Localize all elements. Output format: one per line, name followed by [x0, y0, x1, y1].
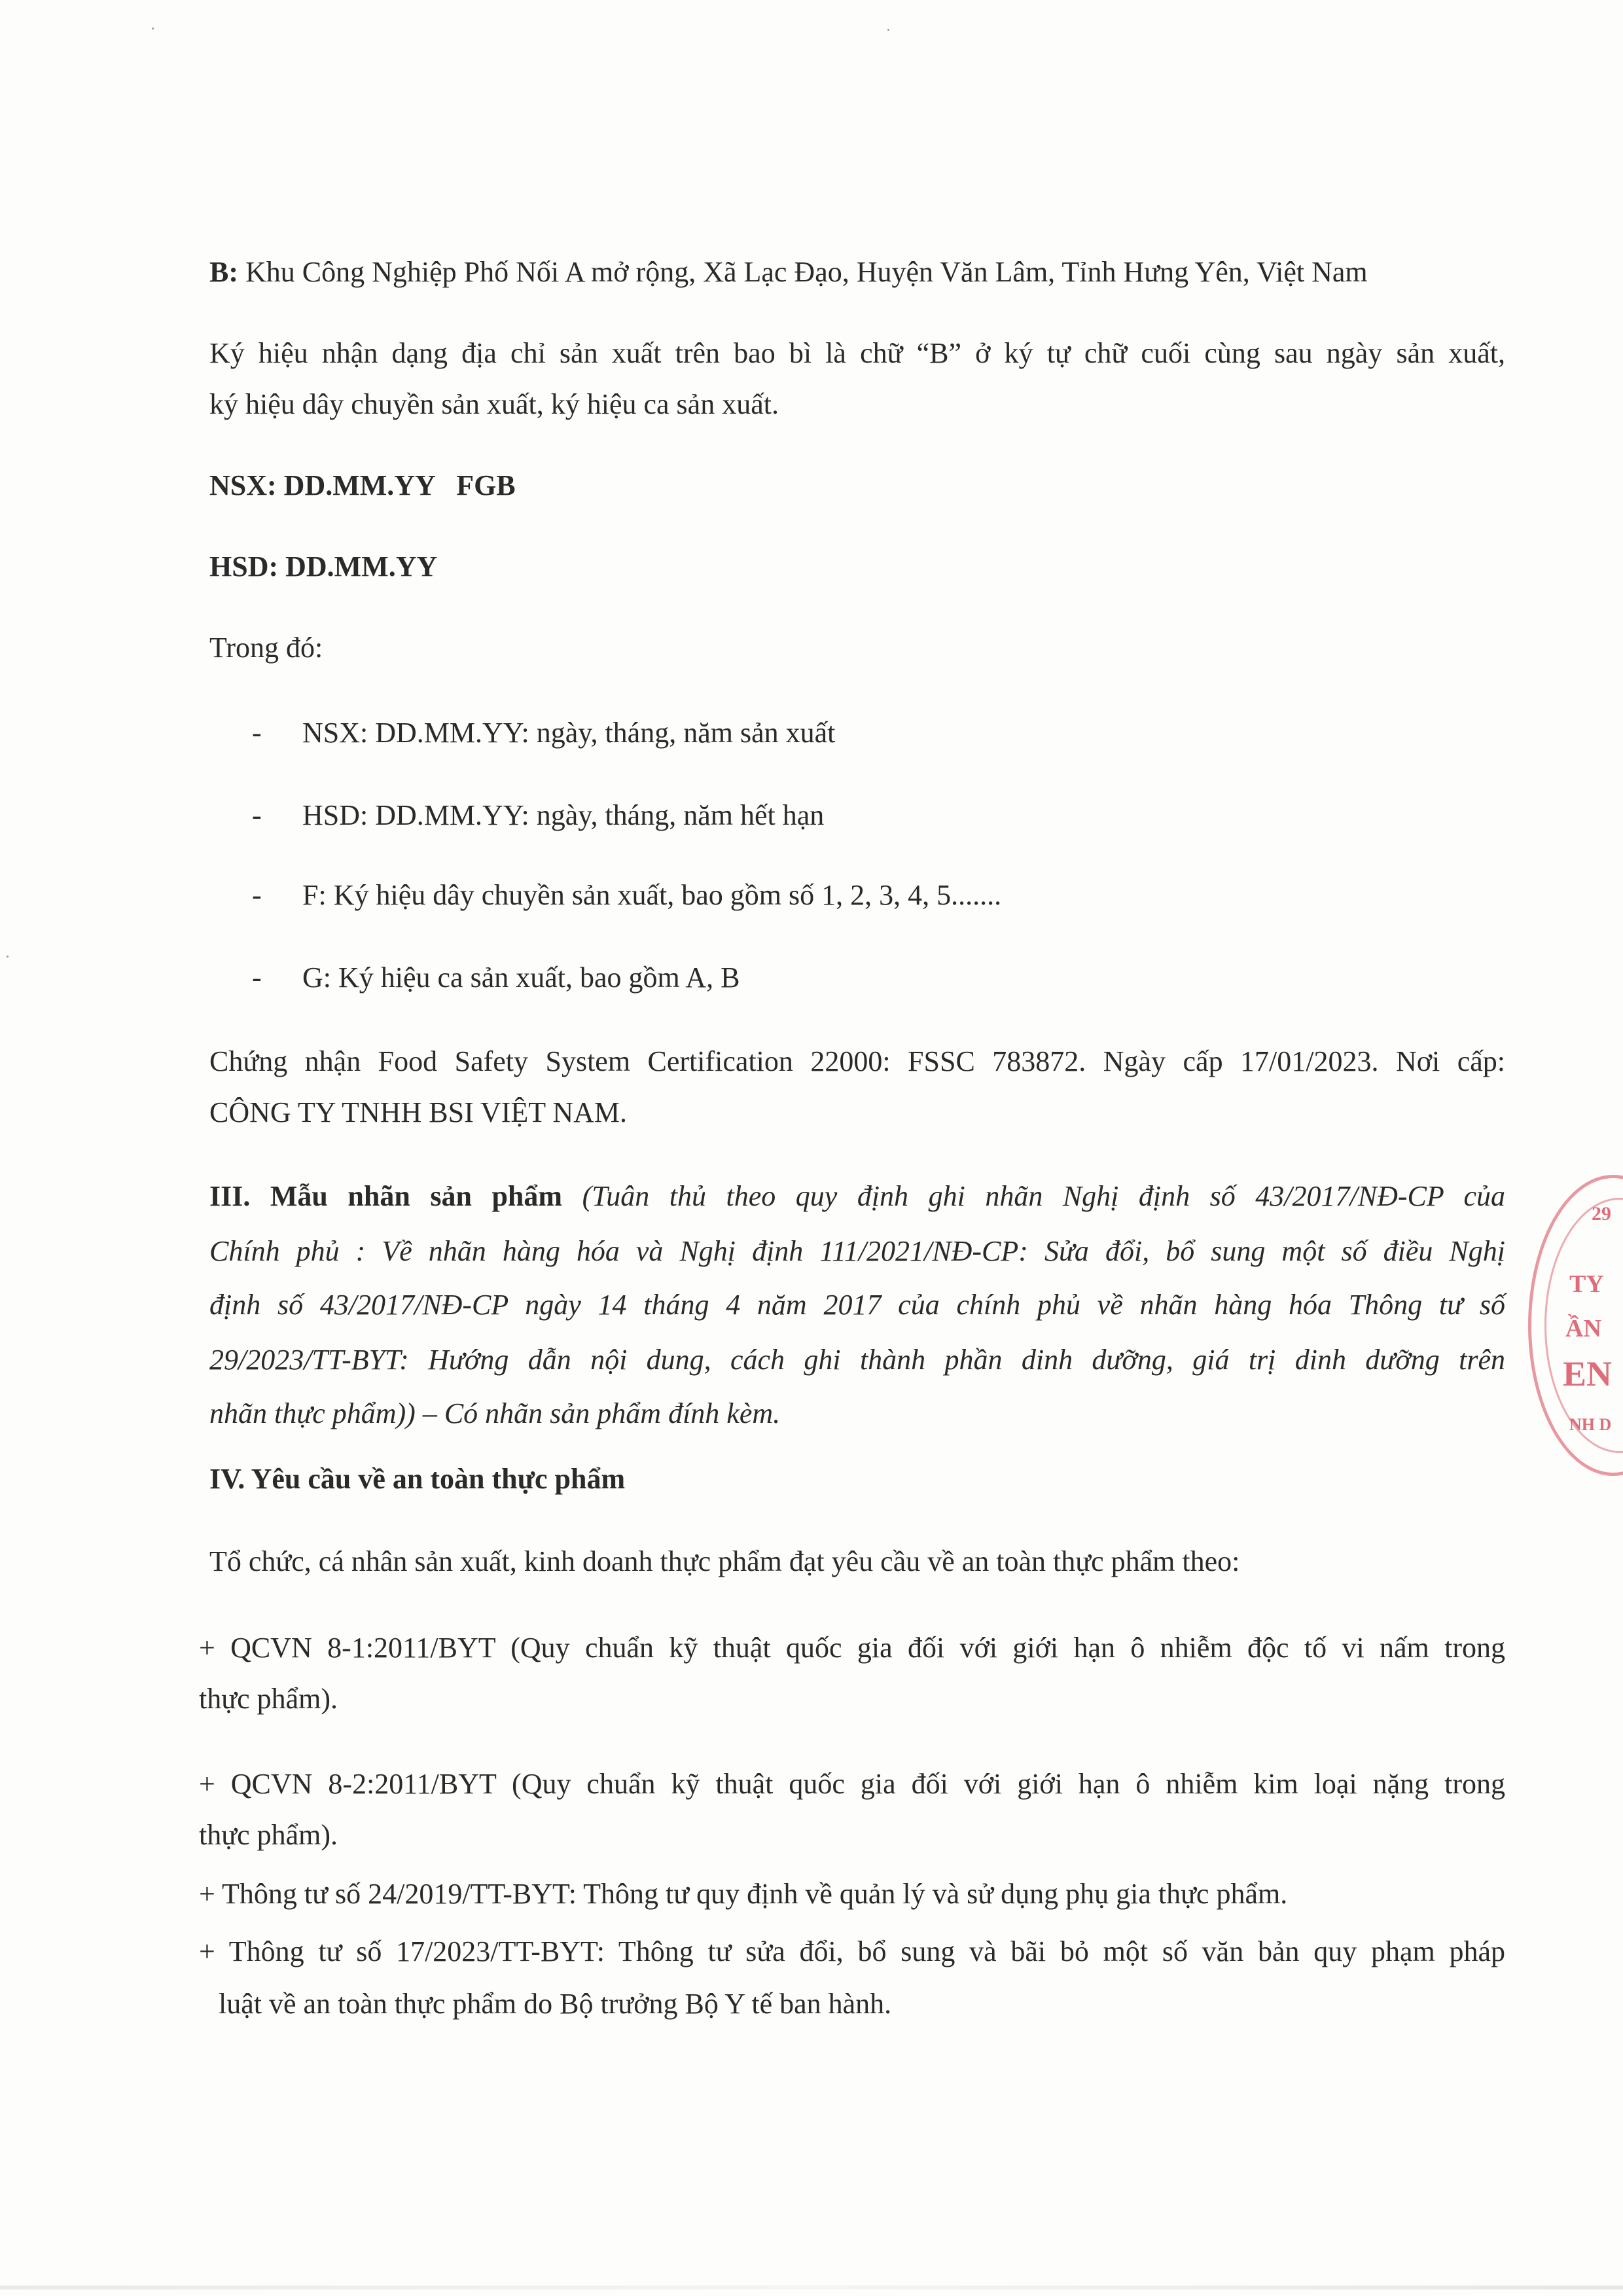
stamp-text-2: ẦN: [1565, 1315, 1601, 1342]
certification-line-2: CÔNG TY TNHH BSI VIỆT NAM.: [209, 1096, 628, 1128]
section4-item-1-line-1: + QCVN 8-1:2011/BYT (Quy chuẩn kỹ thuật quốc gia đối với giới hạn ô nhiễm độc tố vi nấm trong: [199, 1632, 1505, 1664]
legend-intro: Trong đó:: [209, 632, 323, 664]
section4-intro: Tổ chức, cá nhân sản xuất, kinh doanh thực phẩm đạt yêu cầu về an toàn thực phẩm theo:: [209, 1545, 1240, 1577]
section3-line-1: [209, 1178, 1505, 1215]
certification-line-1: Chứng nhận Food Safety System Certification 22000: FSSC 783872. Ngày cấp 17/01/2023. Nơi cấp:: [209, 1045, 1505, 1077]
section3-line-3: định số 43/2017/NĐ-CP ngày 14 tháng 4 năm 2017 của chính phủ về nhãn hàng hóa Thông tư số: [209, 1289, 1505, 1321]
section4-heading: IV. Yêu cầu về an toàn thực phẩm: [209, 1463, 626, 1495]
nsx-code: NSX: DD.MM.YY FGB: [209, 469, 516, 501]
legend-item-2: HSD: DD.MM.YY: ngày, tháng, năm hết hạn: [302, 799, 825, 831]
stamp-number: 29: [1592, 1203, 1611, 1225]
section3-line-2: Chính phủ : Về nhãn hàng hóa và Nghị định 111/2021/NĐ-CP: Sửa đổi, bổ sung một số điều Nghị: [209, 1235, 1505, 1267]
section4-item-4-line-2: luật về an toàn thực phẩm do Bộ trưởng Bộ Y tế ban hành.: [219, 1988, 892, 2020]
symbol-note-line-1: Ký hiệu nhận dạng địa chỉ sản xuất trên bao bì là chữ “B” ở ký tự chữ cuối cùng sau ngày sản xuất,: [209, 337, 1505, 369]
symbol-note-line-2: ký hiệu dây chuyền sản xuất, ký hiệu ca sản xuất.: [209, 388, 779, 420]
legend-dash-2: -: [252, 799, 262, 831]
stamp-text-3: EN: [1563, 1354, 1613, 1393]
section3-heading: III. Mẫu nhãn sản phẩm: [209, 1180, 563, 1212]
section3-line1-rest: (Tuân thủ theo quy định ghi nhãn Nghị định số 43/2017/NĐ-CP của: [562, 1180, 1506, 1212]
address-text: Khu Công Nghiệp Phố Nối A mở rộng, Xã Lạc Đạo, Huyện Văn Lâm, Tỉnh Hưng Yên, Việt Nam: [238, 256, 1368, 288]
scan-speck: [7, 956, 9, 958]
address-label: B:: [209, 256, 238, 288]
scan-bottom-edge: [0, 2286, 1623, 2289]
section4-item-2-line-2: thực phẩm).: [199, 1819, 338, 1851]
section4-item-3-line-1: + Thông tư số 24/2019/TT-BYT: Thông tư quy định về quản lý và sử dụng phụ gia thực phẩm.: [199, 1878, 1288, 1910]
legend-dash-3: -: [252, 879, 262, 911]
stamp-text-1: TY: [1569, 1270, 1604, 1298]
section4-item-1-line-2: thực phẩm).: [199, 1683, 338, 1715]
section3-line-4: 29/2023/TT-BYT: Hướng dẫn nội dung, cách ghi thành phần dinh dưỡng, giá trị dinh dưỡng trên: [209, 1344, 1505, 1376]
legend-item-3: F: Ký hiệu dây chuyền sản xuất, bao gồm số 1, 2, 3, 4, 5.......: [302, 879, 1002, 911]
section4-item-4-line-1: + Thông tư số 17/2023/TT-BYT: Thông tư sửa đổi, bổ sung và bãi bỏ một số văn bản quy phạm pháp: [199, 1935, 1505, 1967]
legend-item-4: G: Ký hiệu ca sản xuất, bao gồm A, B: [302, 961, 740, 994]
scan-speck: [887, 29, 889, 31]
stamp-text-4: NH D: [1569, 1415, 1612, 1434]
legend-dash-4: -: [252, 961, 262, 994]
hsd-code: HSD: DD.MM.YY: [209, 550, 438, 583]
section3-line-5: nhãn thực phẩm)) – Có nhãn sản phẩm đính kèm.: [209, 1397, 781, 1429]
section4-item-2-line-1: + QCVN 8-2:2011/BYT (Quy chuẩn kỹ thuật quốc gia đối với giới hạn ô nhiễm kim loại nặng trong: [199, 1768, 1505, 1800]
legend-dash-1: -: [252, 717, 262, 749]
legend-item-1: NSX: DD.MM.YY: ngày, tháng, năm sản xuất: [302, 717, 836, 749]
scan-speck: [152, 27, 154, 29]
address-line: [209, 254, 1505, 291]
